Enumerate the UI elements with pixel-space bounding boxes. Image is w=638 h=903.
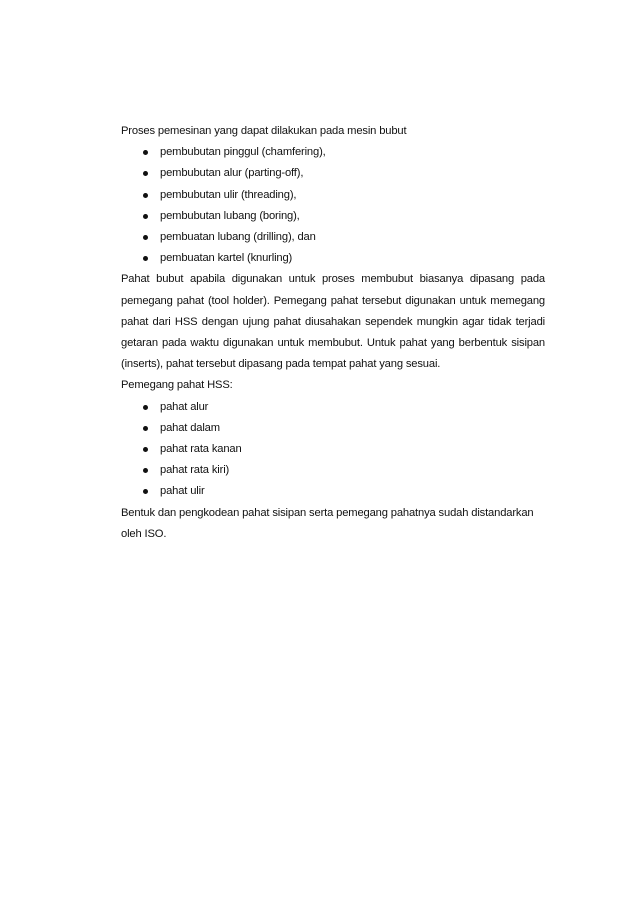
bullet-icon (143, 256, 148, 261)
list-item-text: pahat alur (160, 400, 209, 413)
list-item-text: pahat rata kanan (160, 443, 242, 456)
list-item-text: pembubutan ulir (threading), (160, 188, 297, 201)
list-item (121, 248, 545, 269)
hss-holder-list (121, 397, 545, 503)
list-item-text: pembubutan pinggul (chamfering), (160, 146, 326, 159)
page-content (121, 121, 545, 545)
list-item (121, 439, 545, 460)
list-item (121, 206, 545, 227)
bullet-icon (143, 171, 148, 176)
list-item (121, 227, 545, 248)
list-item-text: pahat rata kiri) (160, 464, 230, 477)
iso-standard-paragraph: Bentuk dan pengkodean pahat sisipan serta pemegang pahatnya sudah distandarkan oleh ISO. (121, 506, 534, 540)
bullet-icon (143, 468, 148, 473)
bullet-icon (143, 489, 148, 494)
bullet-icon (143, 426, 148, 431)
bullet-icon (143, 447, 148, 452)
list-item-text: pembuatan kartel (knurling) (160, 252, 293, 265)
list-item-text: pembubutan alur (parting-off), (160, 167, 304, 180)
list-item-text: pahat dalam (160, 421, 220, 434)
bullet-icon (143, 405, 148, 410)
list-item (121, 418, 545, 439)
list-item (121, 185, 545, 206)
list-item (121, 397, 545, 418)
bullet-icon (143, 193, 148, 198)
list-item (121, 142, 545, 163)
list-item (121, 481, 545, 502)
section2-intro: Pemegang pahat HSS: (121, 379, 233, 392)
list-item-text: pembubutan lubang (boring), (160, 209, 300, 222)
list-item-text: pembuatan lubang (drilling), dan (160, 231, 316, 244)
bullet-icon (143, 150, 148, 155)
list-item-text: pahat ulir (160, 485, 205, 498)
section1-intro: Proses pemesinan yang dapat dilakukan pada mesin bubut (121, 125, 407, 137)
list-item (121, 460, 545, 481)
tool-holder-paragraph: Pahat bubut apabila digunakan untuk proses membubut biasanya dipasang pada pemegang pahat (tool holder). Pemegang pahat tersebut digunakan untuk memegang pahat dari HSS dengan ujung pahat diusahakan sependek mungkin agar tidak terjadi getaran pada waktu digunakan untuk membubut. Untuk pahat yang berbentuk sisipan (inserts), pahat tersebut dipasang pada tempat pahat yang sesuai. (121, 273, 545, 371)
bullet-icon (143, 214, 148, 219)
machining-process-list (121, 142, 545, 269)
list-item (121, 163, 545, 184)
bullet-icon (143, 235, 148, 240)
